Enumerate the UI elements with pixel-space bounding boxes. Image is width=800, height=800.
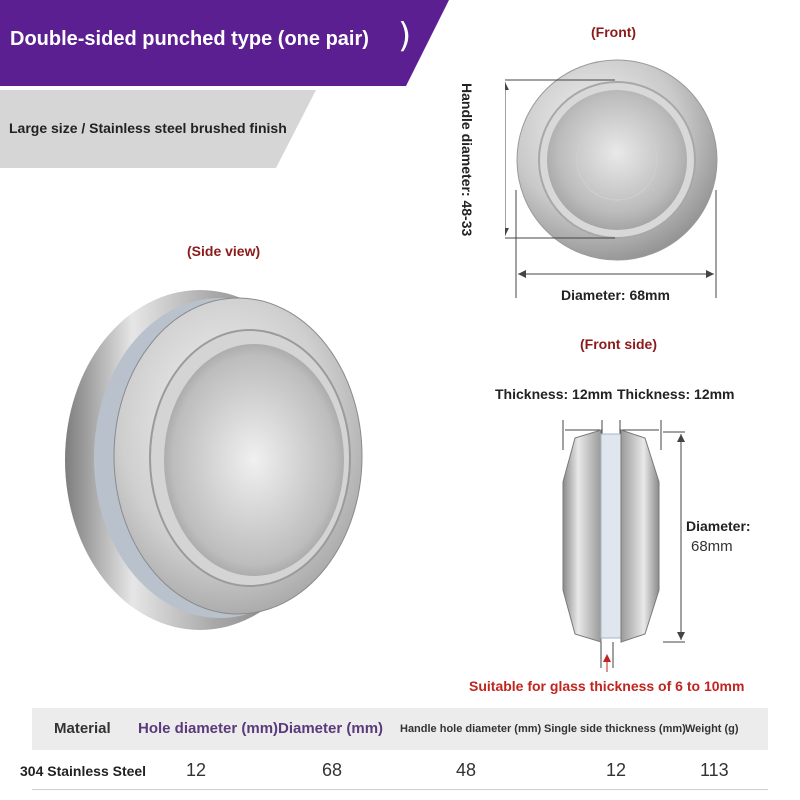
spec-table-header [32,708,768,750]
handle-diameter-label: Handle diameter: 48-33 [459,83,475,237]
header-hole-diameter: Hole diameter (mm) [138,720,279,737]
header-material: Material [54,720,111,737]
thickness-right-label: Thickness: 12mm [617,386,735,402]
subtitle-bar [0,90,316,168]
side-diameter-label: Diameter: [686,518,751,534]
glass-thickness-note: Suitable for glass thickness of 6 to 10mm [469,678,745,694]
table-row [20,750,768,790]
caption-front-side: (Front side) [580,336,657,352]
side-diameter-value: 68mm [691,538,733,555]
caption-front: (Front) [591,24,637,40]
thickness-left-label: Thickness: 12mm [495,386,613,402]
header-single-side-thickness: Single side thickness (mm) [544,723,686,735]
banner-title: Double-sided punched type (one pair) [10,28,369,50]
cell-material: 304 Stainless Steel [20,763,147,779]
cell-handle-hole-diameter: 48 [456,760,477,780]
side-view-product [60,280,400,640]
front-view-product [505,50,735,300]
cell-diameter: 68 [322,760,343,780]
banner-paren: ) [398,16,412,56]
header-handle-hole-diameter: Handle hole diameter (mm) [400,723,542,735]
cell-hole-diameter: 12 [186,760,207,780]
title-banner [0,0,449,86]
subtitle-text: Large size / Stainless steel brushed finish [9,120,287,136]
front-diameter-label: Diameter: 68mm [561,287,670,303]
header-weight: Weight (g) [685,723,739,735]
caption-side-view: (Side view) [187,243,261,259]
cell-weight: 113 [700,760,729,780]
header-diameter: Diameter (mm) [278,720,384,737]
cell-single-side-thickness: 12 [606,760,627,780]
